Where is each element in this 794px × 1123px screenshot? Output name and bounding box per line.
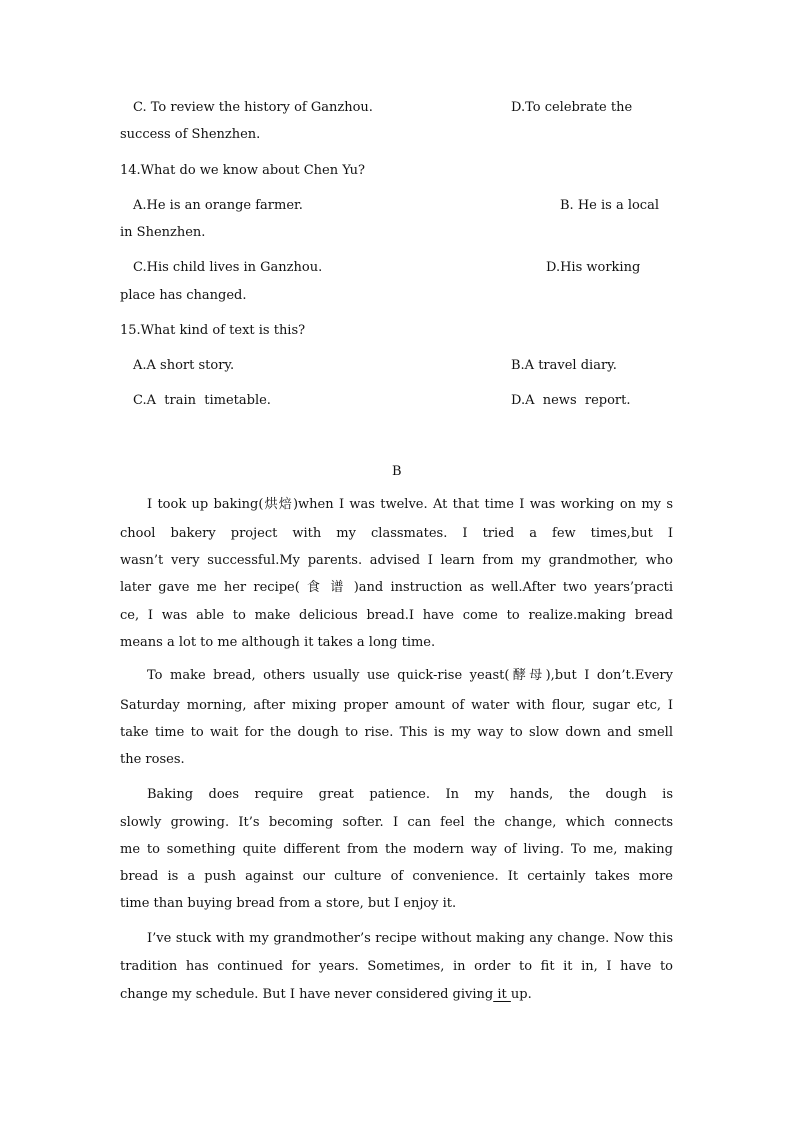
q14-option-a: A.He is an orange farmer. [133,198,303,213]
p2-line-last: the roses. [120,752,185,767]
p3-line: Baking does require great patience. In my hands, the dough is [147,787,673,802]
underlined-it: it [493,987,511,1002]
p1-line: wasn’t very successful.My parents. advised I learn from my grandmother, who [120,553,673,568]
p1-line-last: means a lot to me although it takes a long time. [120,635,436,650]
q14-option-d: D.His working [546,260,641,275]
section-label: B [392,464,402,479]
p3-line: slowly growing. It’s becoming softer. I can feel the change, which connects [120,815,673,830]
q14-option-b: B. He is a local [560,198,659,213]
p1-line: later gave me her recipe( 食 谱 )and instruction as well.After two years’practi [120,580,673,595]
p1-line: ce, I was able to make delicious bread.I have come to realize.making bread [120,608,673,623]
q15-option-c: C.A train timetable. [133,393,271,408]
q15-option-b: B.A travel diary. [511,358,617,373]
p3-line: bread is a push against our culture of convenience. It certainly takes more [120,869,673,884]
p4-line: tradition has continued for years. Sometimes, in order to fit it in, I have to [120,959,673,974]
p4-line-last [120,987,532,1003]
p3-line-last: time than buying bread from a store, but I enjoy it. [120,896,457,911]
q13-option-d-continued: success of Shenzhen. [120,127,261,142]
p2-line: Saturday morning, after mixing proper amount of water with flour, sugar etc, I [120,698,673,713]
p4-line: I’ve stuck with my grandmother’s recipe without making any change. Now this [147,931,673,946]
q15-option-d: D.A news report. [511,393,631,408]
q13-option-d: D.To celebrate the [511,100,633,115]
p3-line: me to something quite different from the modern way of living. To me, making [120,842,673,857]
q14-option-d-continued: place has changed. [120,288,247,303]
p4-text-before: change my schedule. But I have never considered giving [120,987,494,1002]
q15-option-a: A.A short story. [133,358,235,373]
p4-text-after: up. [510,987,532,1002]
q15-stem: 15.What kind of text is this? [120,323,306,338]
q14-stem: 14.What do we know about Chen Yu? [120,163,366,178]
q13-option-c: C. To review the history of Ganzhou. [133,100,373,115]
p2-line: To make bread, others usually use quick-rise yeast(酵母),but I don’t.Every [147,668,673,683]
q14-option-b-continued: in Shenzhen. [120,225,206,240]
p1-line: I took up baking(烘焙)when I was twelve. At that time I was working on my s [147,497,673,512]
p1-line: chool bakery project with my classmates. I tried a few times,but I [120,526,673,541]
p2-line: take time to wait for the dough to rise. This is my way to slow down and smell [120,725,673,740]
q14-option-c: C.His child lives in Ganzhou. [133,260,323,275]
